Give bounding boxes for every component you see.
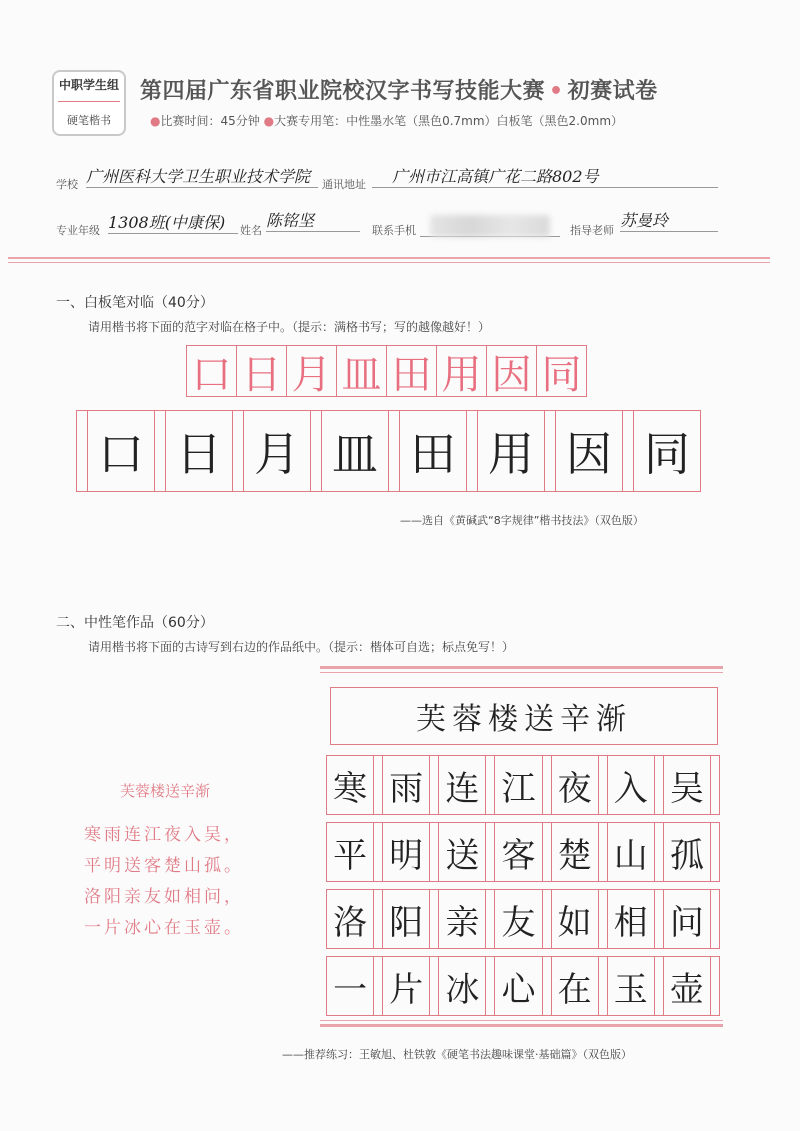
- work-cell[interactable]: [551, 957, 607, 1015]
- work-cell[interactable]: [551, 823, 607, 881]
- work-char: 入: [613, 768, 648, 809]
- practice-cell[interactable]: [466, 411, 544, 491]
- work-char: 吴: [669, 768, 704, 809]
- badge-divider: [58, 101, 120, 102]
- work-cell[interactable]: [327, 823, 382, 881]
- school-field[interactable]: 广州医科大学卫生职业技术学院: [86, 164, 318, 188]
- practice-grid: [76, 410, 701, 492]
- work-cell[interactable]: [494, 890, 550, 948]
- title-sub: 初赛试卷: [567, 79, 658, 104]
- work-title-box: 芙蓉楼送辛渐: [330, 687, 718, 745]
- written-char: 月: [254, 427, 300, 481]
- work-char: 山: [613, 835, 648, 876]
- model-char: 用: [437, 346, 487, 396]
- work-char: 阳: [389, 902, 424, 943]
- section1-heading: 一、白板笔对临（40分）: [56, 295, 214, 311]
- work-char: 平: [333, 835, 368, 876]
- work-char: 江: [501, 768, 536, 809]
- work-char: 玉: [613, 969, 648, 1010]
- written-char: 同: [644, 427, 690, 481]
- work-cell[interactable]: [607, 823, 663, 881]
- major-field[interactable]: 1308班(中康保): [108, 210, 238, 234]
- work-char: 一: [333, 969, 368, 1010]
- work-char: 片: [389, 969, 424, 1010]
- exam-time: 比赛时间：45分钟: [160, 114, 260, 128]
- work-cell[interactable]: [382, 890, 438, 948]
- work-cell[interactable]: [438, 823, 494, 881]
- work-char: 楚: [557, 835, 592, 876]
- work-char: 送: [445, 835, 480, 876]
- major-label: 专业年级: [56, 224, 100, 237]
- written-char: 口: [98, 427, 144, 481]
- work-char: 洛: [333, 902, 368, 943]
- work-char: 亲: [445, 902, 480, 943]
- poem-line: 一片冰心在玉壶。: [84, 918, 244, 938]
- work-cell[interactable]: [607, 890, 663, 948]
- name-field[interactable]: 陈铭坚: [266, 208, 360, 232]
- model-char: 皿: [337, 346, 387, 396]
- poem-line: 平明送客楚山孤。: [84, 856, 244, 876]
- address-field[interactable]: 广州市江高镇广花二路802号: [372, 164, 718, 188]
- work-row: [326, 822, 720, 882]
- badge-group-text: 中职学生组: [58, 78, 119, 92]
- work-char: 如: [557, 902, 592, 943]
- work-char: 明: [389, 835, 424, 876]
- model-char: 日: [237, 346, 287, 396]
- work-cell[interactable]: [438, 756, 494, 814]
- poem-title: 芙蓉楼送辛渐: [120, 782, 211, 800]
- work-cell[interactable]: [327, 957, 382, 1015]
- badge-style-text: 硬笔楷书: [67, 114, 111, 127]
- work-cell[interactable]: [382, 823, 438, 881]
- work-char: 寒: [333, 768, 368, 809]
- work-cell[interactable]: [494, 957, 550, 1015]
- section2-instruction: 请用楷书将下面的古诗写到右边的作品纸中。（提示：楷体可自选；标点免写！）: [88, 640, 515, 654]
- exam-pen: 大赛专用笔：中性墨水笔（黑色0.7mm）白板笔（黑色2.0mm）: [274, 114, 624, 128]
- work-char: 心: [501, 969, 536, 1010]
- work-row: [326, 956, 720, 1016]
- address-label: 通讯地址: [322, 178, 366, 191]
- school-label: 学校: [56, 178, 78, 191]
- bullet-icon: ●: [263, 114, 275, 128]
- practice-cell[interactable]: [622, 411, 701, 491]
- written-char: 皿: [332, 427, 378, 481]
- work-cell[interactable]: [494, 756, 550, 814]
- bullet-icon: ●: [150, 114, 161, 128]
- work-char: 冰: [445, 969, 480, 1010]
- model-char: 同: [541, 351, 582, 398]
- work-char: 友: [501, 902, 536, 943]
- work-char: 客: [501, 835, 536, 876]
- model-char: 月: [287, 346, 337, 396]
- section2-recommend: ——推荐练习：王敏旭、杜铁敦《硬笔书法趣味课堂·基础篇》（双色版）: [282, 1048, 632, 1061]
- work-cell[interactable]: [327, 890, 382, 948]
- practice-cell[interactable]: [310, 411, 388, 491]
- practice-cell[interactable]: [76, 411, 154, 491]
- phone-redacted: [430, 215, 550, 237]
- group-badge: [52, 70, 126, 136]
- section1-source: ——选自《黄碱武“8字规律”楷书技法》（双色版）: [400, 514, 644, 527]
- teacher-field[interactable]: 苏曼玲: [620, 208, 718, 232]
- page-title: [140, 74, 658, 105]
- work-cell[interactable]: [607, 756, 663, 814]
- written-char: 日: [176, 427, 222, 481]
- written-char: 用: [488, 427, 534, 481]
- header-divider: [8, 257, 770, 259]
- model-char: 因: [487, 346, 537, 396]
- work-cell[interactable]: [382, 957, 438, 1015]
- teacher-label: 指导老师: [570, 224, 614, 237]
- practice-cell[interactable]: [232, 411, 310, 491]
- written-char: 田: [410, 427, 456, 481]
- work-paper-bottom-bars: [320, 1020, 723, 1030]
- model-char: 口: [187, 346, 237, 396]
- work-cell[interactable]: [607, 957, 663, 1015]
- work-cell[interactable]: [438, 957, 494, 1015]
- work-char: 相: [613, 902, 648, 943]
- work-cell[interactable]: [551, 756, 607, 814]
- work-char: 连: [445, 768, 480, 809]
- section1-instruction: 请用楷书将下面的范字对临在格子中。（提示：满格书写；写的越像越好！）: [88, 320, 491, 334]
- work-cell[interactable]: [663, 823, 719, 881]
- work-char: 孤: [669, 835, 704, 876]
- work-cell[interactable]: [327, 756, 382, 814]
- work-paper-top-bars: [320, 666, 723, 676]
- model-characters: [186, 345, 587, 397]
- work-cell[interactable]: [663, 890, 719, 948]
- work-char: 壶: [669, 969, 704, 1010]
- poem-line: 洛阳亲友如相问，: [84, 887, 244, 907]
- work-row: [326, 889, 720, 949]
- work-cell[interactable]: [663, 756, 719, 814]
- name-label: 姓名: [240, 224, 262, 237]
- work-char: 夜: [557, 768, 592, 809]
- model-char: 田: [387, 346, 437, 396]
- written-char: 因: [566, 427, 612, 481]
- work-cell[interactable]: [438, 890, 494, 948]
- title-dot: •: [549, 79, 564, 104]
- phone-label: 联系手机: [372, 224, 416, 237]
- practice-cell[interactable]: [154, 411, 232, 491]
- work-cell[interactable]: [551, 890, 607, 948]
- work-char: 雨: [389, 768, 424, 809]
- work-row: [326, 755, 720, 815]
- exam-info: [150, 112, 623, 129]
- work-cell[interactable]: [382, 756, 438, 814]
- title-main: 第四届广东省职业院校汉字书写技能大赛: [140, 79, 546, 104]
- section2-heading: 二、中性笔作品（60分）: [56, 615, 214, 631]
- work-char: 在: [557, 969, 592, 1010]
- work-cell[interactable]: [494, 823, 550, 881]
- work-cell[interactable]: [663, 957, 719, 1015]
- poem-line: 寒雨连江夜入吴，: [84, 825, 244, 845]
- work-char: 问: [669, 902, 704, 943]
- header-divider-thin: [8, 262, 770, 263]
- practice-cell[interactable]: [544, 411, 622, 491]
- practice-cell[interactable]: [388, 411, 466, 491]
